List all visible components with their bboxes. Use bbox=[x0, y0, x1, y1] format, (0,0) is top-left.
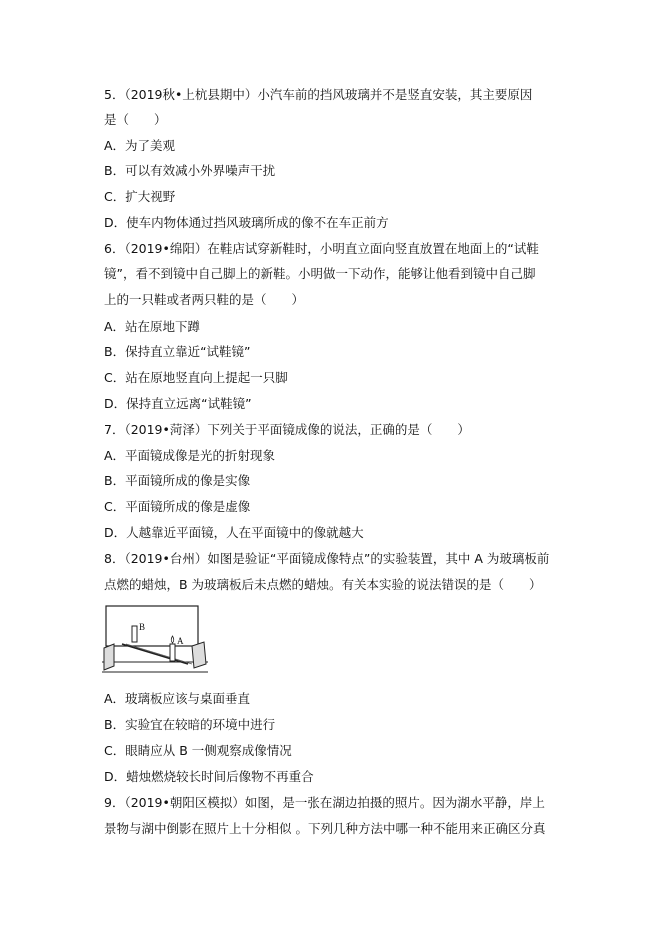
q6-option-a: A．站在原地下蹲 bbox=[104, 319, 201, 334]
track bbox=[122, 644, 188, 664]
glass-plate bbox=[106, 606, 198, 646]
q5-option-c: C．扩大视野 bbox=[104, 189, 176, 204]
q7-option-c: C．平面镜所成的像是虚像 bbox=[104, 499, 251, 514]
track-edge bbox=[126, 644, 192, 664]
q8-stem-line-2: 点燃的蜡烛，B 为玻璃板后未点燃的蜡烛。有关本实验的说法错误的是（ ） bbox=[104, 577, 542, 592]
q9-stem-line-2: 景物与湖中倒影在照片上十分相似 。下列几种方法中哪一种不能用来正确区分真 bbox=[104, 821, 546, 836]
q8-option-b: B．实验宜在较暗的环境中进行 bbox=[104, 717, 276, 732]
q5-stem-line-1: 5．（2019秋•上杭县期中）小汽车前的挡风玻璃并不是竖直安装，其主要原因 bbox=[104, 87, 533, 102]
right-stand bbox=[192, 642, 206, 668]
q5-option-a: A．为了美观 bbox=[104, 138, 176, 153]
q7-stem-line-1: 7．（2019•菏泽）下列关于平面镜成像的说法，正确的是（ ） bbox=[104, 422, 470, 437]
q8-option-c: C．眼睛应从 B 一侧观察成像情况 bbox=[104, 743, 292, 758]
q6-option-d: D．保持直立远离“试鞋镜” bbox=[104, 396, 252, 411]
candle-a-flame bbox=[171, 636, 174, 643]
experiment-illustration bbox=[100, 600, 210, 684]
q6-option-b: B．保持直立靠近“试鞋镜” bbox=[104, 344, 251, 359]
label-b: B bbox=[139, 622, 146, 632]
q7-option-a: A．平面镜成像是光的折射现象 bbox=[104, 448, 276, 463]
q6-option-c: C．站在原地竖直向上提起一只脚 bbox=[104, 370, 288, 385]
q8-stem-line-1: 8．（2019•台州）如图是验证“平面镜成像特点”的实验装置，其中 A 为玻璃板前 bbox=[104, 551, 550, 566]
q6-stem-line-1: 6．（2019•绵阳）在鞋店试穿新鞋时，小明直立面向竖直放置在地面上的“试鞋 bbox=[104, 241, 539, 256]
q5-option-b: B．可以有效减小外界噪声干扰 bbox=[104, 163, 276, 178]
q7-option-d: D．人越靠近平面镜，人在平面镜中的像就越大 bbox=[104, 525, 364, 540]
q5-option-d: D．使车内物体通过挡风玻璃所成的像不在车正前方 bbox=[104, 215, 389, 230]
left-stand bbox=[104, 644, 114, 670]
q8-option-a: A．玻璃板应该与桌面垂直 bbox=[104, 691, 251, 706]
candle-b bbox=[132, 626, 137, 642]
q5-stem-line-2: 是（ ） bbox=[104, 112, 167, 127]
q7-option-b: B．平面镜所成的像是实像 bbox=[104, 473, 251, 488]
label-a: A bbox=[177, 636, 184, 646]
q9-stem-line-1: 9．（2019•朝阳区模拟）如图，是一张在湖边拍摄的照片。因为湖水平静，岸上 bbox=[104, 795, 545, 810]
mirror-experiment-figure bbox=[100, 600, 210, 684]
q6-stem-line-3: 上的一只鞋或者两只鞋的是（ ） bbox=[104, 292, 305, 307]
candle-a bbox=[170, 644, 175, 661]
q8-option-d: D．蜡烛燃烧较长时间后像物不再重合 bbox=[104, 769, 314, 784]
q6-stem-line-2: 镜”，看不到镜中自己脚上的新鞋。小明做一下动作，能够让他看到镜中自己脚 bbox=[104, 266, 536, 281]
